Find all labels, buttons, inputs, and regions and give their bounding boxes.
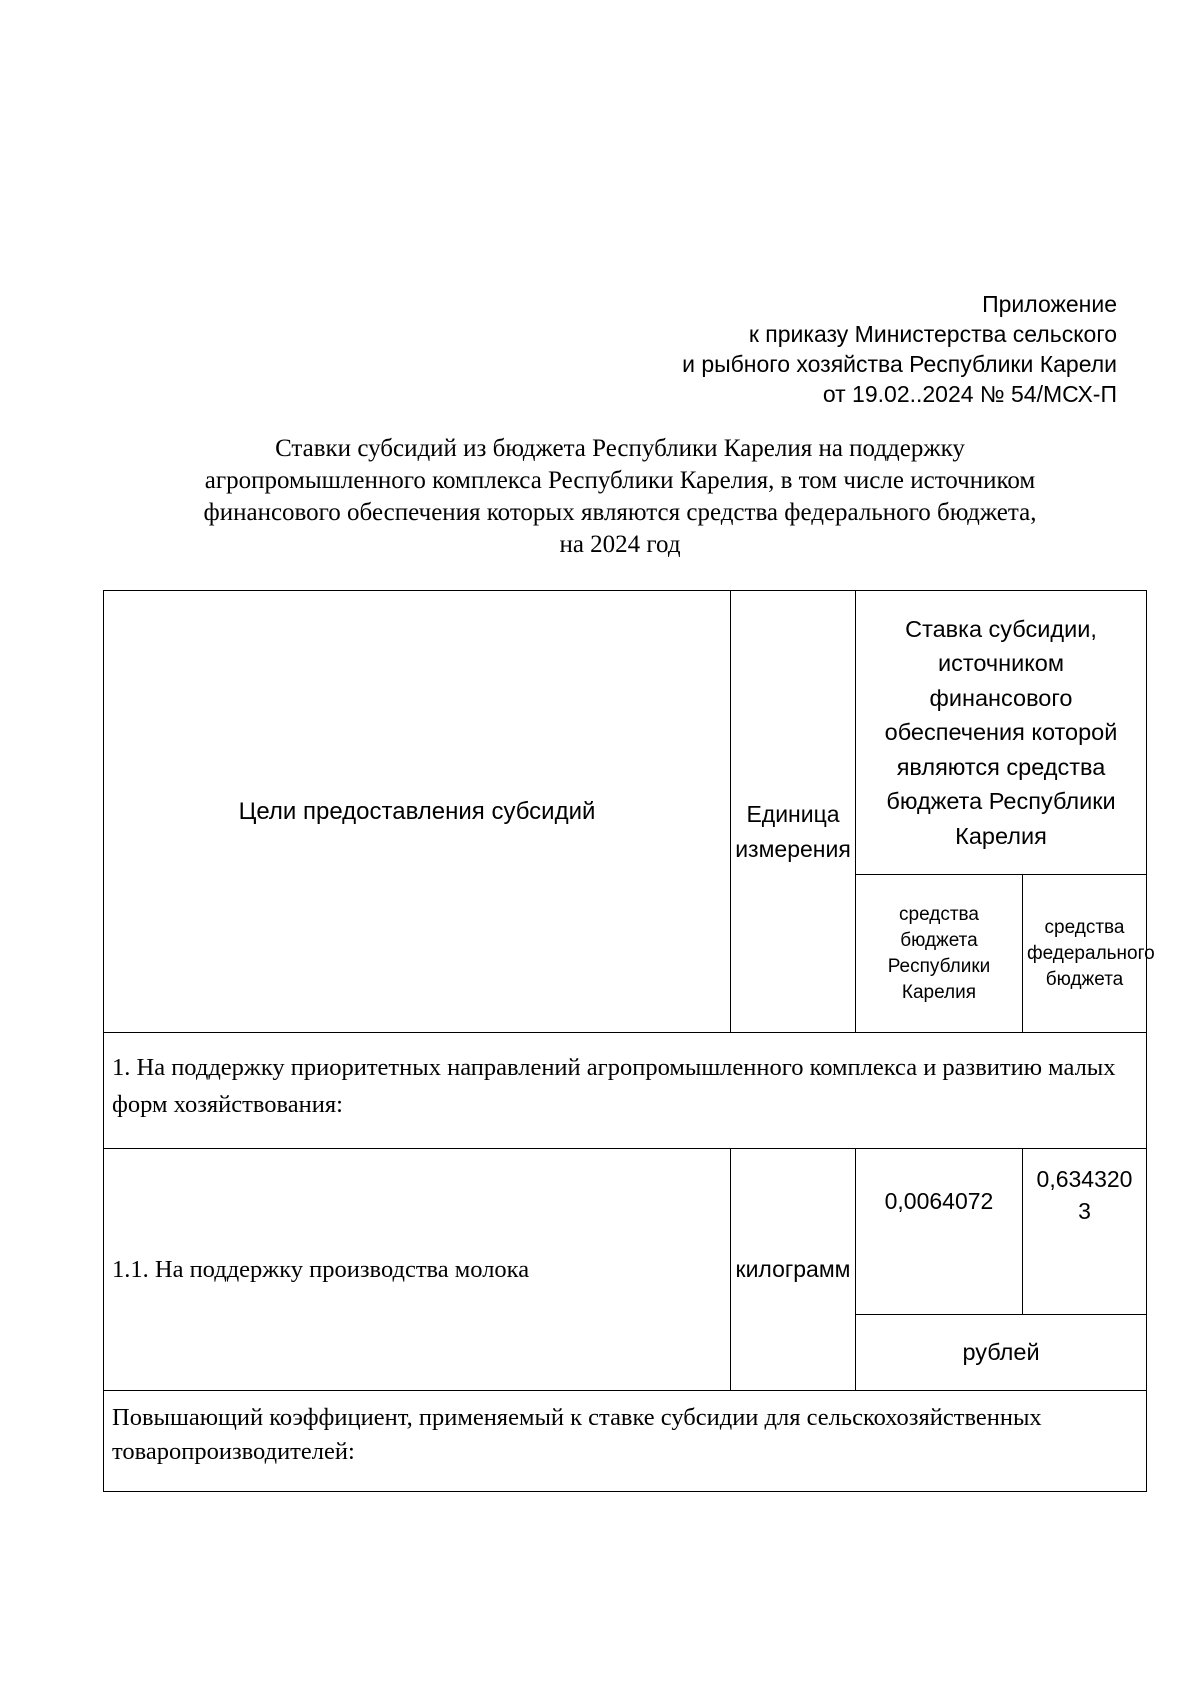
header-rate-federal-text: средства федерального бюджета — [1027, 916, 1155, 990]
item-1-1-regional-value — [856, 1149, 1023, 1315]
item-1-1-name — [104, 1149, 731, 1391]
header-goal — [104, 591, 731, 1033]
appendix-line-4: от 19.02..2024 № 54/МСХ-П — [822, 381, 1117, 407]
header-rate-federal — [1023, 875, 1155, 1033]
appendix-line-2: к приказу Министерства сельского — [748, 321, 1117, 347]
title-line-1: Ставки субсидий из бюджета Республики Карелия на поддержку — [275, 435, 965, 462]
subsidy-rates-table — [103, 590, 1155, 1492]
header-unit-text: Единица измерения — [735, 800, 851, 862]
coefficient-row — [104, 1391, 1147, 1492]
item-1-1-currency-text: рублей — [962, 1339, 1040, 1365]
section-1-text: 1. На поддержку приоритетных направлений агропромышленного комплекса и развитию малых форм хозяйствования: — [112, 1054, 1116, 1118]
title-line-2: агропромышленного комплекса Республики Карелия, в том числе источником — [204, 467, 1036, 494]
item-1-1-name-text: 1.1. На поддержку производства молока — [112, 1255, 530, 1283]
header-unit — [731, 591, 856, 1033]
appendix-line-3: и рыбного хозяйства Республики Карели — [682, 351, 1117, 377]
item-1-1-regional-value-text: 0,0064072 — [884, 1188, 994, 1214]
coefficient-text: Повышающий коэффициент, применяемый к ставке субсидии для сельскохозяйственных товаропроизводителей: — [112, 1404, 1042, 1465]
item-1-1-unit — [731, 1149, 856, 1391]
appendix-line-1: Приложение — [982, 291, 1117, 317]
title-line-4: на 2024 год — [559, 531, 681, 558]
item-1-1-unit-text: килограмм — [735, 1256, 851, 1282]
item-1-1-federal-value-text: 0,6343203 — [1036, 1166, 1133, 1224]
header-rate-regional — [856, 875, 1023, 1033]
header-rate-text: Ставка субсидии, источником финансового обеспечения которой являются средства бюджета Республики Карелия — [884, 615, 1118, 849]
section-1-row — [104, 1033, 1147, 1149]
appendix-block — [560, 289, 1117, 409]
item-1-1-federal-value — [1023, 1149, 1147, 1315]
header-rate — [856, 591, 1147, 875]
header-goal-text: Цели предоставления субсидий — [238, 797, 596, 825]
header-rate-regional-text: средства бюджета Республики Карелия — [887, 903, 991, 1003]
title-line-3: финансового обеспечения которых являются средства федерального бюджета, — [203, 499, 1037, 526]
item-1-1-currency — [856, 1315, 1147, 1391]
document-title — [100, 433, 1140, 561]
